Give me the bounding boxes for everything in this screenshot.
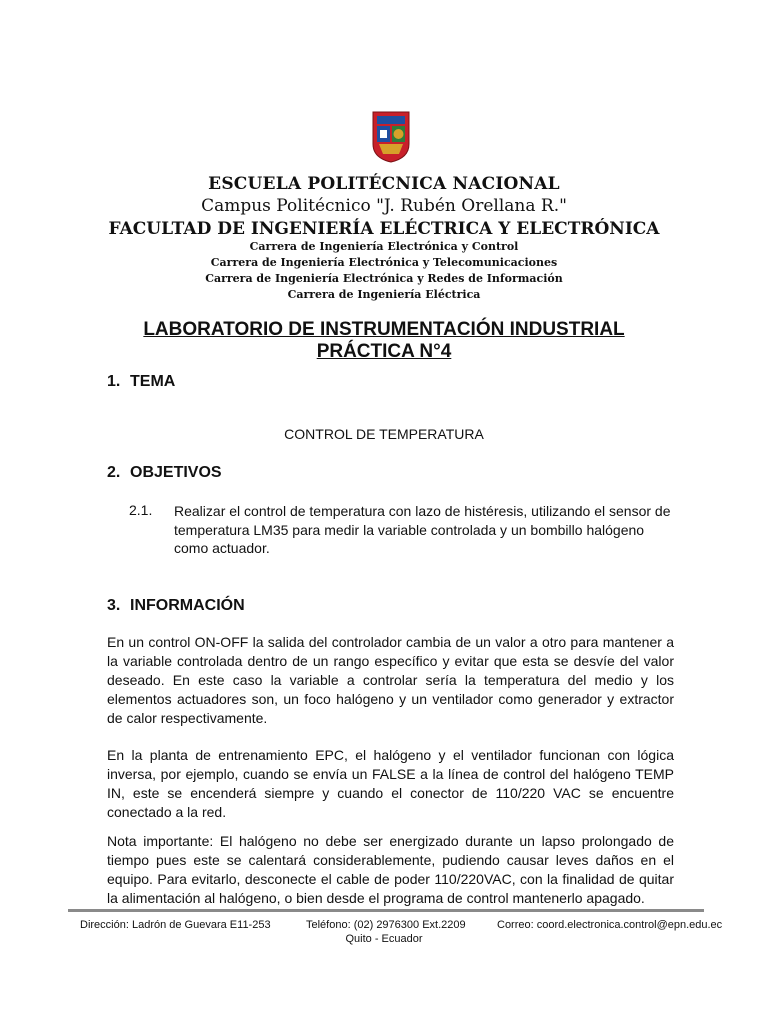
footer-address: Dirección: Ladrón de Guevara E11-253 — [80, 919, 271, 931]
objective-number: 2.1. — [129, 502, 153, 518]
section-number: 2. — [107, 464, 121, 481]
section-title: TEMA — [130, 373, 176, 390]
info-paragraph: En un control ON-OFF la salida del controlador cambia de un valor a otro para mantener a la variable controlada dentro de un rango específico y evitar que esta se desvíe del valor deseado. En este caso la variable a controlar sería la temperatura del medio y los elementos actuadores son, un foco halógeno y un ventilador como generador y extractor de calor respectivamente. — [107, 634, 674, 726]
career-line: Carrera de Ingeniería Electrónica y Redes de Información — [205, 272, 563, 285]
school-crest-logo — [371, 110, 411, 164]
section-heading-informacion — [107, 597, 245, 615]
career-line: Carrera de Ingeniería Eléctrica — [287, 288, 481, 301]
school-name: ESCUELA POLITÉCNICA NACIONAL — [208, 174, 560, 194]
section-number: 1. — [107, 373, 121, 390]
faculty-name: FACULTAD DE INGENIERÍA ELÉCTRICA Y ELECTRÓNICA — [108, 219, 660, 239]
title-line-2: PRÁCTICA N°4 — [316, 341, 452, 362]
section-title: INFORMACIÓN — [130, 597, 245, 614]
title-line-1: LABORATORIO DE INSTRUMENTACIÓN INDUSTRIAL — [143, 319, 625, 340]
section-heading-tema — [107, 373, 175, 391]
section-heading-objetivos — [107, 464, 222, 482]
section-number: 3. — [107, 597, 121, 614]
campus-name: Campus Politécnico "J. Rubén Orellana R." — [201, 196, 567, 216]
footer-email: Correo: coord.electronica.control@epn.edu.ec — [497, 919, 723, 931]
info-paragraph: Nota importante: El halógeno no debe ser energizado durante un lapso prolongado de tiempo pues este se calentará considerablemente, pudiendo causar leves daños en el equipo. Para evitarlo, desconecte el cable de poder 110/220VAC, con la finalidad de quitar la alimentación al halógeno, o bien desde el programa de control mantenerlo apagado. — [107, 833, 674, 906]
info-paragraph: En la planta de entrenamiento EPC, el halógeno y el ventilador funcionan con lógica inversa, por ejemplo, cuando se envía un FALSE a la línea de control del halógeno TEMP IN, este se encenderá siempre y cuando el conector de 110/220 VAC se encuentre conectado a la red. — [107, 747, 674, 820]
objective-text: Realizar el control de temperatura con lazo de histéresis, utilizando el sensor de temperatura LM35 para medir la variable controlada y un bombillo halógeno como actuador. — [174, 503, 671, 556]
career-line: Carrera de Ingeniería Electrónica y Telecomunicaciones — [210, 256, 558, 269]
footer-city: Quito - Ecuador — [345, 933, 423, 945]
document-title — [0, 319, 768, 363]
section-title: OBJETIVOS — [130, 464, 222, 481]
topic-text: CONTROL DE TEMPERATURA — [284, 426, 484, 442]
career-line: Carrera de Ingeniería Electrónica y Control — [249, 240, 519, 253]
footer-divider — [68, 909, 704, 912]
footer-phone: Teléfono: (02) 2976300 Ext.2209 — [306, 919, 466, 931]
